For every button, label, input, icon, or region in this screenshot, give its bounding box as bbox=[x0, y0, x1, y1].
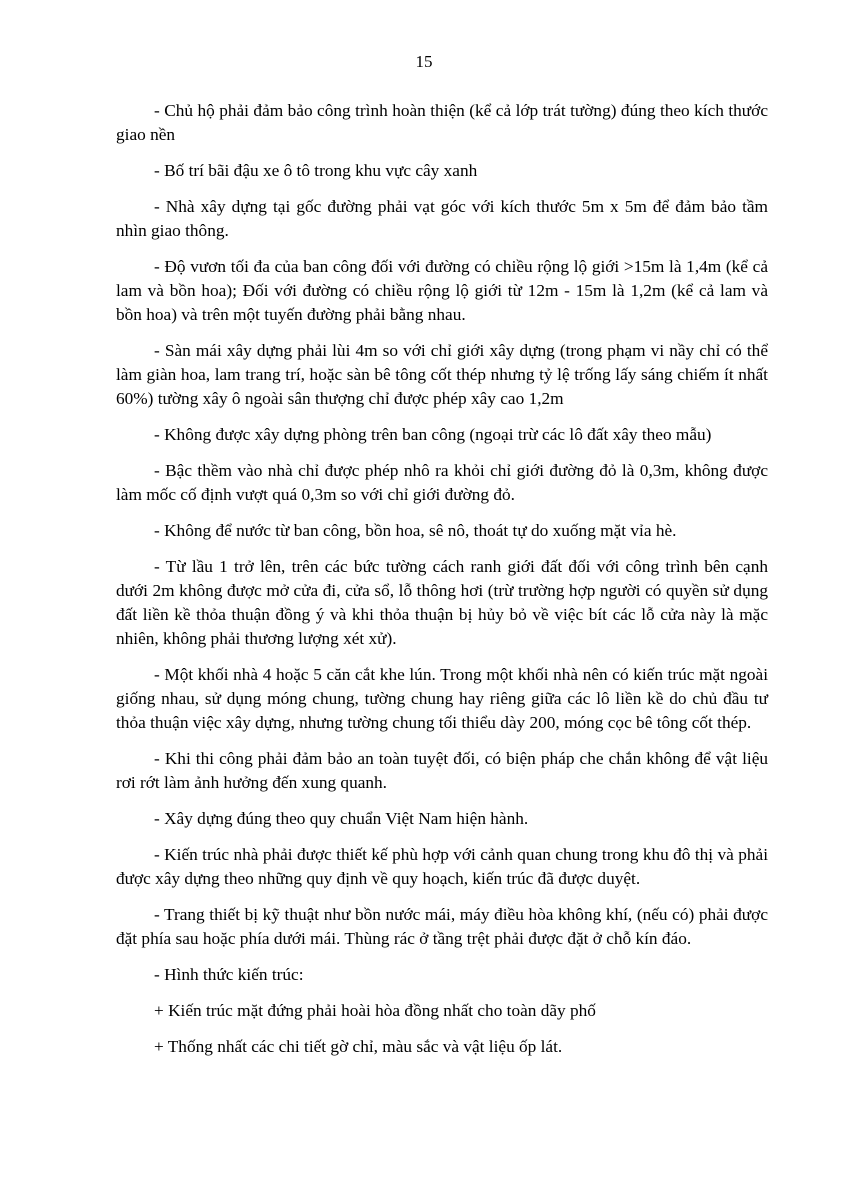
paragraph-no-balcony-rooms: - Không được xây dựng phòng trên ban công (ngoại trừ các lô đất xây theo mẫu) bbox=[154, 425, 712, 444]
paragraph-building-block: - Một khối nhà 4 hoặc 5 căn cắt khe lún. Trong một khối nhà nên có kiến trúc mặt ngoài giống nhau, sử dụng móng chung, tường chung hay riêng giữa các lô liền kề do chủ đầu tư thỏa thuận việc xây dựng, nhưng tường chung tối thiểu dày 200, móng cọc bê tông cốt thép. bbox=[116, 665, 768, 732]
paragraph-roof-setback: - Sàn mái xây dựng phải lùi 4m so với chỉ giới xây dựng (trong phạm vi nầy chỉ có thể làm giàn hoa, lam trang trí, hoặc sàn bê tông cốt thép nhưng tỷ lệ trống lấy sáng chiếm ít nhất 60%) tường xây ô ngoài sân thượng chỉ được phép xây cao 1,2m bbox=[116, 341, 768, 408]
paragraph-architecture-form: - Hình thức kiến trúc: bbox=[154, 965, 304, 984]
paragraph-architecture-design: - Kiến trúc nhà phải được thiết kế phù hợp với cảnh quan chung trong khu đô thị và phải được xây dựng theo những quy định về quy hoạch, kiến trúc đã được duyệt. bbox=[116, 845, 768, 888]
paragraph-parking: - Bố trí bãi đậu xe ô tô trong khu vực cây xanh bbox=[154, 161, 478, 180]
paragraph-side-openings: - Từ lầu 1 trở lên, trên các bức tường cách ranh giới đất đối với công trình bên cạnh dưới 2m không được mở cửa đi, cửa sổ, lỗ thông hơi (trừ trường hợp người có quyền sử dụng đất liền kề thỏa thuận đồng ý và khi thỏa thuận bị hủy bỏ về việc bít các lỗ cửa này là mặc nhiên, không phải thương lượng xét xử). bbox=[116, 557, 768, 648]
paragraph-standards: - Xây dựng đúng theo quy chuẩn Việt Nam hiện hành. bbox=[154, 809, 529, 828]
paragraph-handover-dimensions: - Chủ hộ phải đảm bảo công trình hoàn thiện (kể cả lớp trát tường) đúng theo kích thước giao nền bbox=[116, 101, 768, 144]
paragraph-details-materials: + Thống nhất các chi tiết gờ chỉ, màu sắc và vật liệu ốp lát. bbox=[154, 1037, 563, 1056]
paragraph-entrance-steps: - Bậc thềm vào nhà chỉ được phép nhô ra khỏi chỉ giới đường đỏ là 0,3m, không được làm mốc cố định vượt quá 0,3m so với chỉ giới đường đỏ. bbox=[116, 461, 768, 504]
paragraph-corner-chamfer: - Nhà xây dựng tại gốc đường phải vạt góc với kích thước 5m x 5m để đảm bảo tầm nhìn giao thông. bbox=[116, 197, 768, 240]
document-body bbox=[116, 99, 768, 1071]
paragraph-drainage: - Không để nước từ ban công, bồn hoa, sê nô, thoát tự do xuống mặt vỉa hè. bbox=[154, 521, 677, 540]
paragraph-balcony-projection: - Độ vươn tối đa của ban công đối với đường có chiều rộng lộ giới >15m là 1,4m (kể cả lam và bồn hoa); Đối với đường có chiều rộng lộ giới từ 12m - 15m là 1,2m (kể cả lam và bồn hoa) và trên một tuyến đường phải bằng nhau. bbox=[116, 257, 768, 324]
paragraph-construction-safety: - Khi thi công phải đảm bảo an toàn tuyệt đối, có biện pháp che chắn không để vật liệu rơi rớt làm ảnh hưởng đến xung quanh. bbox=[116, 749, 768, 792]
page-number: 15 bbox=[415, 52, 433, 71]
paragraph-facade-harmony: + Kiến trúc mặt đứng phải hoài hòa đồng nhất cho toàn dãy phố bbox=[154, 1001, 596, 1020]
paragraph-technical-equipment: - Trang thiết bị kỹ thuật như bồn nước mái, máy điều hòa không khí, (nếu có) phải được đặt phía sau hoặc phía dưới mái. Thùng rác ở tầng trệt phải được đặt ở chỗ kín đáo. bbox=[116, 905, 768, 948]
